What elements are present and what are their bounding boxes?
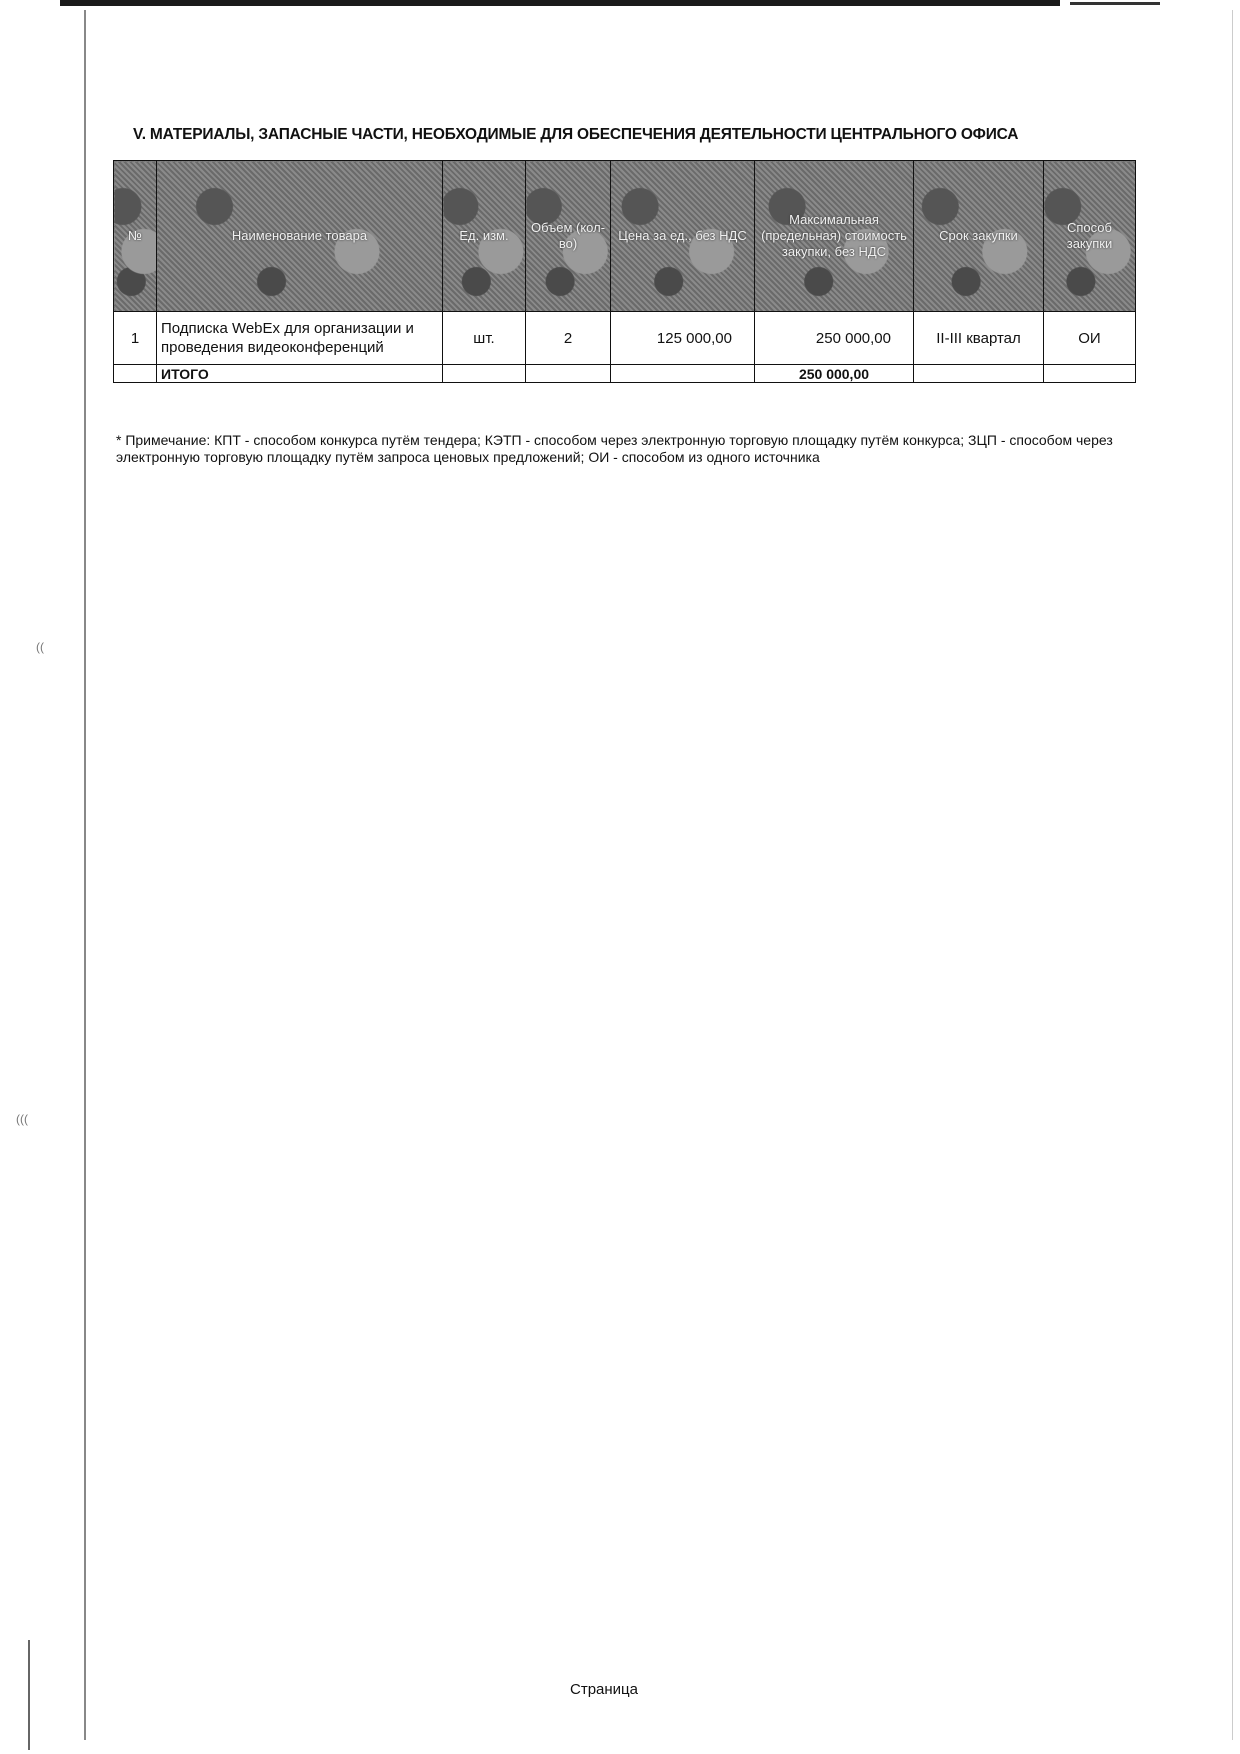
total-row bbox=[114, 365, 1136, 383]
footnote: * Примечание: КПТ - способом конкурса путём тендера; КЭТП - способом через электронную торговую площадку путём конкурса; ЗЦП - способом через электронную торговую площадку путём запроса ценовых предложений; ОИ - способом из одного источника bbox=[116, 432, 1113, 465]
total-empty-cell bbox=[611, 365, 755, 383]
cell-price: 125 000,00 bbox=[611, 312, 755, 365]
page-footer: Страница bbox=[570, 1681, 638, 1698]
scan-edge-right bbox=[1232, 10, 1233, 1740]
total-empty-cell bbox=[1044, 365, 1136, 383]
cell-method: ОИ bbox=[1044, 312, 1136, 365]
section-title: V. МАТЕРИАЛЫ, ЗАПАСНЫЕ ЧАСТИ, НЕОБХОДИМЫЕ ДЛЯ ОБЕСПЕЧЕНИЯ ДЕЯТЕЛЬНОСТИ ЦЕНТРАЛЬНОГО ОФИСА bbox=[133, 126, 1019, 143]
header-unit: Ед. изм. bbox=[443, 161, 526, 312]
total-empty-cell bbox=[114, 365, 157, 383]
header-name: Наименование товара bbox=[157, 161, 443, 312]
header-max-cost: Максимальная (предельная) стоимость закупки, без НДС bbox=[755, 161, 914, 312]
scan-edge-top bbox=[60, 0, 1060, 6]
total-empty-cell bbox=[443, 365, 526, 383]
header-number: № bbox=[114, 161, 157, 312]
procurement-table bbox=[113, 160, 1136, 383]
cell-name: Подписка WebEx для организации и проведения видеоконференций bbox=[157, 312, 443, 365]
cell-total: 250 000,00 bbox=[755, 312, 914, 365]
total-label: ИТОГО bbox=[157, 365, 443, 383]
scan-edge-left bbox=[84, 10, 86, 1740]
table-row bbox=[114, 312, 1136, 365]
cell-number: 1 bbox=[114, 312, 157, 365]
cell-quantity: 2 bbox=[526, 312, 611, 365]
header-price: Цена за ед., без НДС bbox=[611, 161, 755, 312]
punch-hole-mark: (( bbox=[36, 640, 44, 654]
header-period: Срок закупки bbox=[914, 161, 1044, 312]
header-quantity: Объем (кол-во) bbox=[526, 161, 611, 312]
cell-period: II-III квартал bbox=[914, 312, 1044, 365]
cell-unit: шт. bbox=[443, 312, 526, 365]
total-value: 250 000,00 bbox=[755, 365, 914, 383]
scan-edge-top-right bbox=[1070, 2, 1160, 5]
table-header-row bbox=[114, 161, 1136, 312]
total-empty-cell bbox=[914, 365, 1044, 383]
punch-hole-mark: ((( bbox=[16, 1112, 28, 1126]
header-method: Способ закупки bbox=[1044, 161, 1136, 312]
scan-edge-left-bottom bbox=[28, 1640, 30, 1750]
total-empty-cell bbox=[526, 365, 611, 383]
